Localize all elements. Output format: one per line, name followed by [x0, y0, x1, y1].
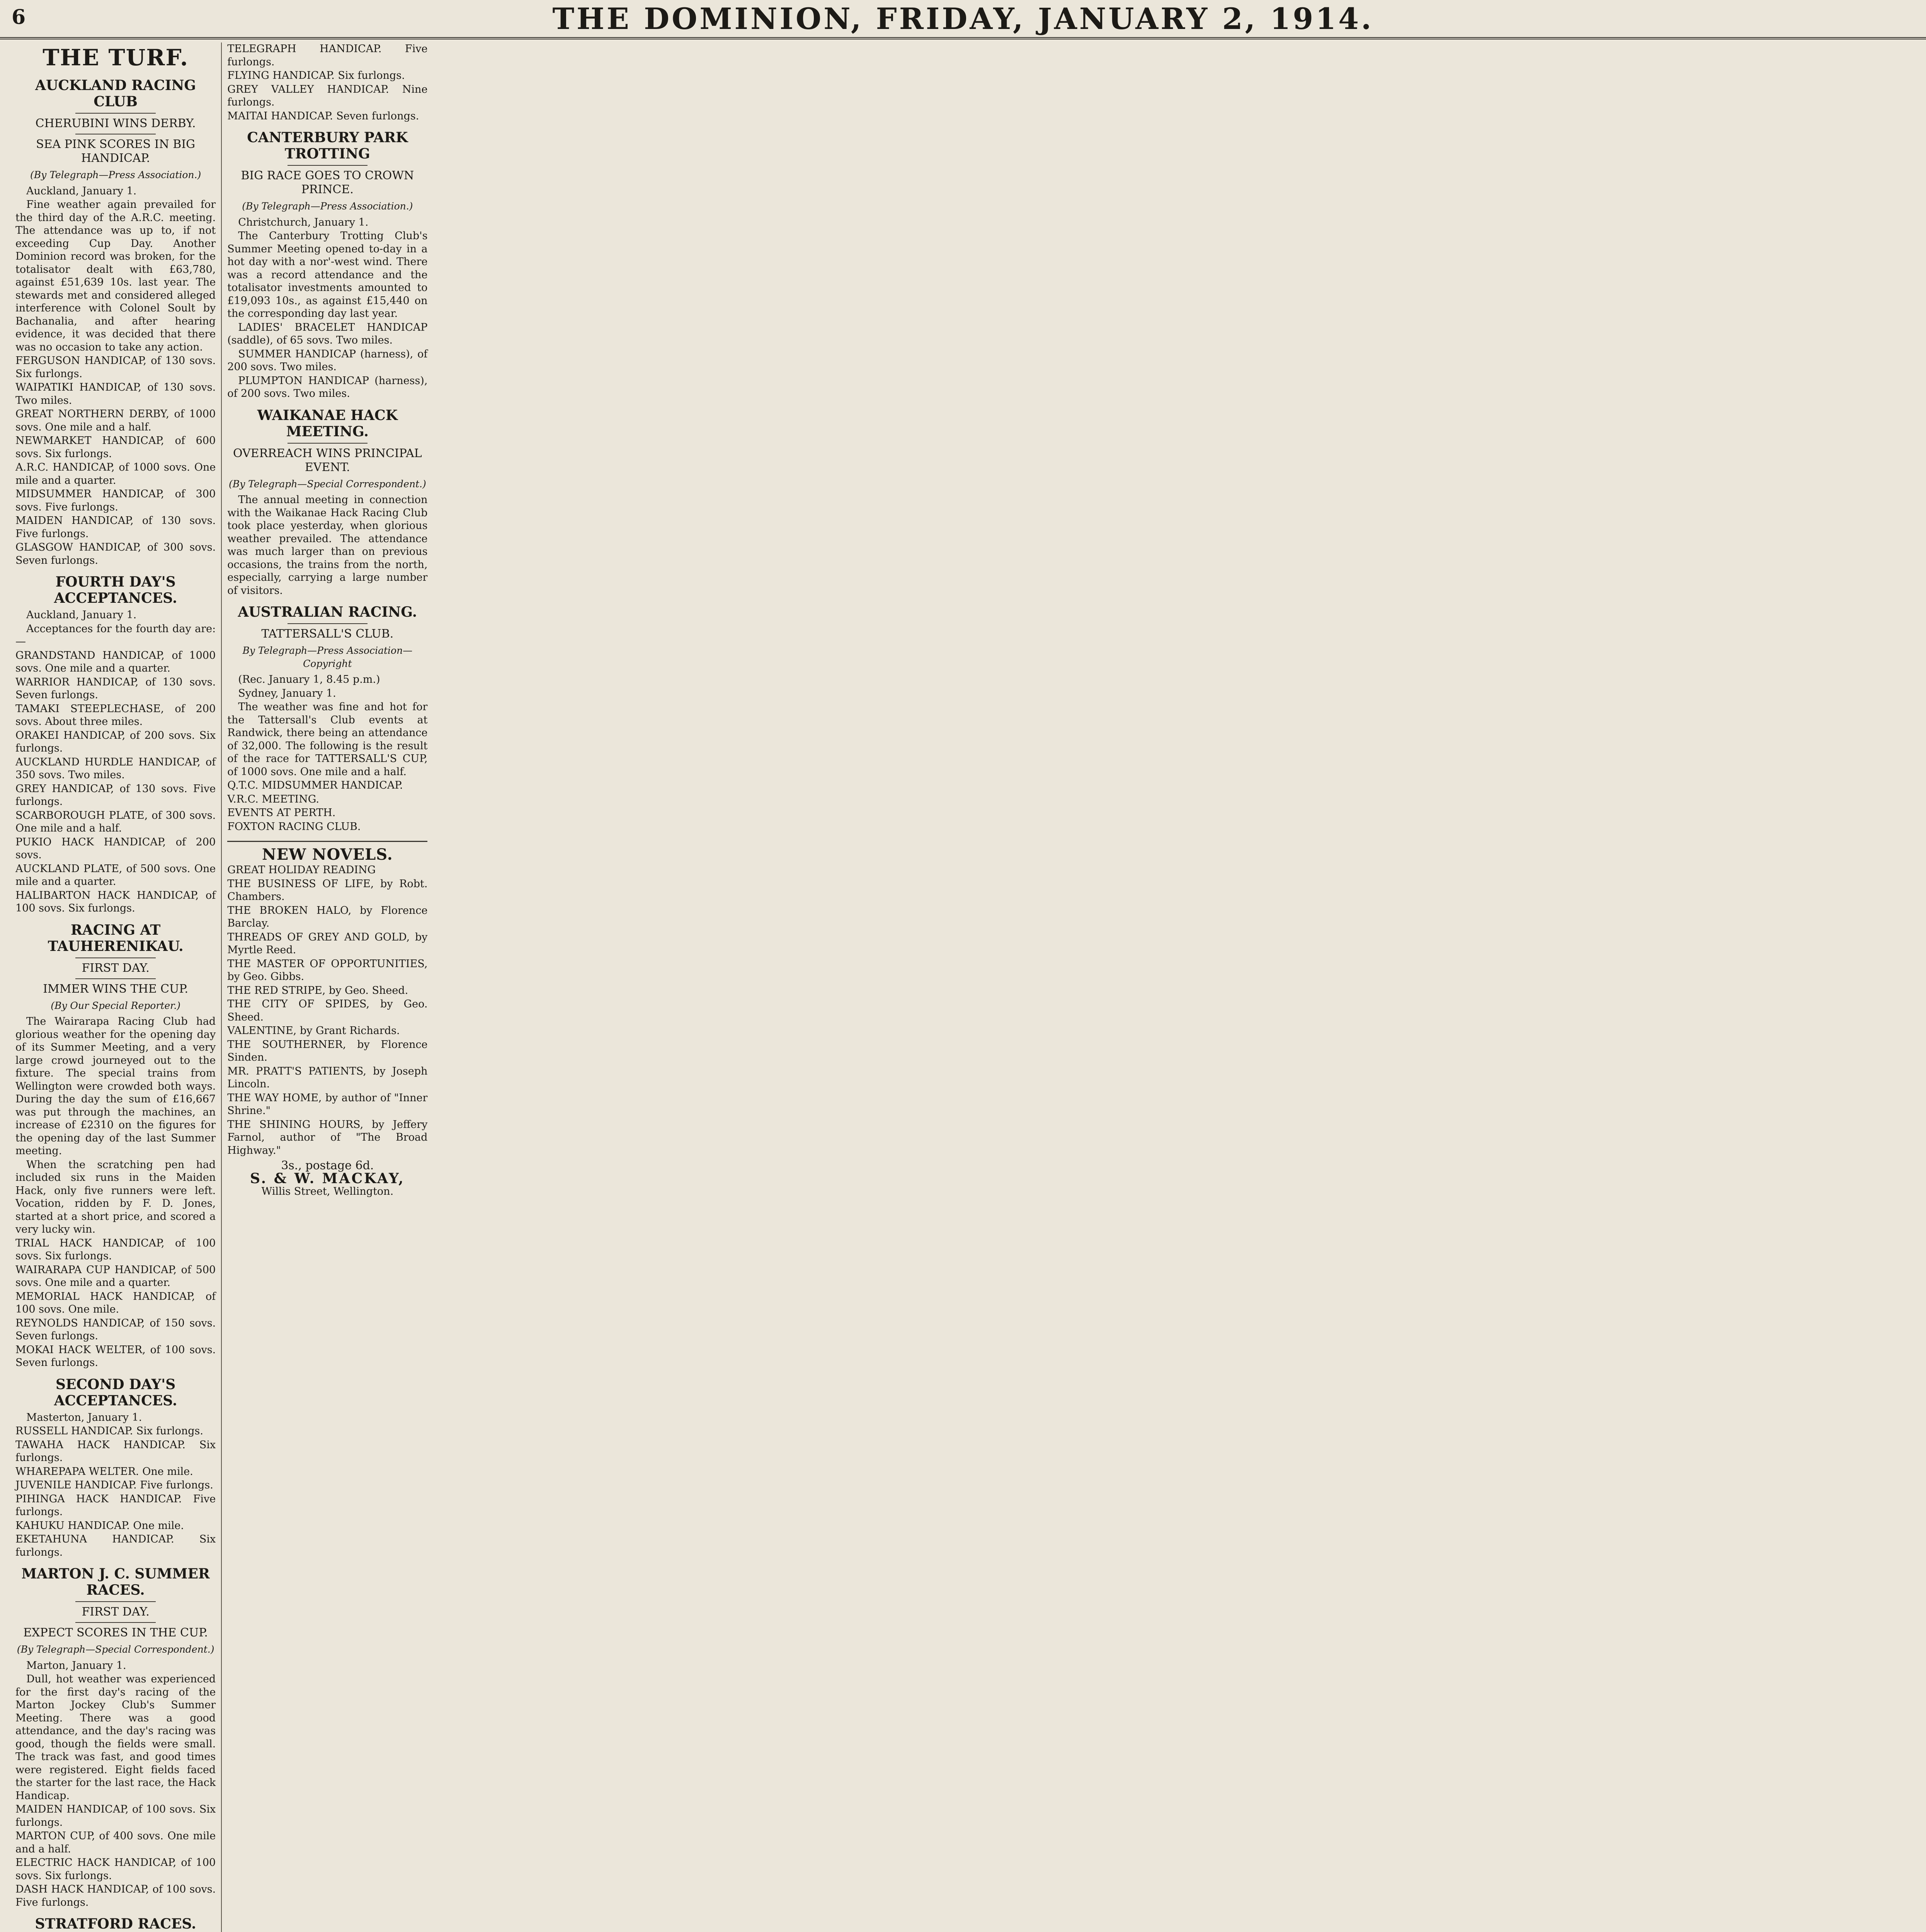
ad-shop-name: S. & W. MACKAY, — [250, 1170, 405, 1187]
news-article — [15, 574, 216, 915]
page-number: 6 — [12, 5, 26, 29]
race-event: PIHINGA HACK HANDICAP. Five furlongs. — [15, 1493, 216, 1518]
section-title: THE TURF. — [43, 44, 189, 71]
headline-rule — [288, 165, 368, 166]
article-paragraph: Sydney, January 1. — [238, 687, 336, 699]
race-event: PUKIO HACK HANDICAP, of 200 sovs. — [15, 836, 216, 861]
ad-book-item: THE SHINING HOURS, by Jeffery Farnol, author of "The Broad Highway." — [227, 1118, 428, 1156]
article-headline: FOURTH DAY'S ACCEPTANCES. — [54, 574, 177, 606]
article-paragraph: Marton, January 1. — [26, 1659, 126, 1672]
article-headline: WAIKANAE HACK MEETING. — [257, 407, 398, 440]
race-event: GREAT NORTHERN DERBY, of 1000 sovs. One mile and a half. — [15, 408, 216, 433]
article-paragraph: SUMMER HANDICAP (harness), of 200 sovs. Two miles. — [227, 348, 428, 373]
race-event: HALIBARTON HACK HANDICAP, of 100 sovs. Six furlongs. — [15, 889, 216, 914]
article-paragraph: The Canterbury Trotting Club's Summer Meeting opened to-day in a hot day with a nor'-west wind. There was a record attendance and the totalisator investments amounted to £19,093 10s., as against £15,440 on the corresponding day last year. — [227, 230, 428, 320]
race-event: DASH HACK HANDICAP, of 100 sovs. Five furlongs. — [15, 1883, 216, 1908]
article-subhead: TATTERSALL'S CLUB. — [261, 627, 394, 641]
article-byline: (By Telegraph—Special Correspondent.) — [228, 478, 426, 490]
race-event: ORAKEI HANDICAP, of 200 sovs. Six furlongs. — [15, 729, 216, 754]
headline-rule — [75, 113, 155, 114]
headline-rule — [75, 1601, 155, 1602]
ad-book-item: MR. PRATT'S PATIENTS, by Joseph Lincoln. — [227, 1065, 428, 1090]
article-byline: (By Telegraph—Special Correspondent.) — [17, 1644, 214, 1655]
headline-rule — [75, 978, 155, 979]
race-event: AUCKLAND HURDLE HANDICAP, of 350 sovs. Two miles. — [15, 756, 216, 781]
article-paragraph: Auckland, January 1. — [26, 185, 137, 197]
race-event: WARRIOR HANDICAP, of 130 sovs. Seven furlongs. — [15, 676, 216, 701]
race-event: RUSSELL HANDICAP. Six furlongs. — [15, 1425, 203, 1437]
ad-price: 3s., postage 6d. — [281, 1159, 374, 1172]
article-paragraph: The weather was fine and hot for the Tattersall's Club events at Randwick, there being an attendance of 32,000. The following is the result of the race for TATTERSALL'S CUP, of 1000 sovs. One mile and a half. — [227, 701, 428, 778]
race-event: MAIDEN HANDICAP, of 100 sovs. Six furlongs. — [15, 1803, 216, 1828]
article-paragraph: Dull, hot weather was experienced for the first day's racing of the Marton Jockey Club's Summer Meeting. There was a good attendance, and the day's racing was good, though the fields were small. The track was fast, and good times were registered. Eight fields faced the starter for the last race, the Hack Handicap. — [15, 1673, 216, 1802]
news-article — [15, 1376, 216, 1559]
ad-title: NEW NOVELS. — [262, 845, 393, 864]
article-paragraph: The Wairarapa Racing Club had glorious weather for the opening day of its Summer Meeting, and a very large crowd journeyed out to the fixture. The special trains from Wellington were crowded both ways. During the day the sum of £16,667 was put through the machines, an increase of £2310 on the figures for the opening day of the last Summer meeting. — [15, 1015, 216, 1157]
news-article — [15, 1566, 216, 1909]
race-event: MAITAI HANDICAP. Seven furlongs. — [227, 110, 419, 122]
news-article — [227, 129, 427, 400]
article-byline: By Telegraph—Press Association—Copyright — [242, 645, 413, 669]
ad-book-item: THE SOUTHERNER, by Florence Sinden. — [227, 1038, 428, 1063]
ad-book-item: THE MASTER OF OPPORTUNITIES, by Geo. Gibbs. — [227, 957, 428, 983]
article-paragraph: When the scratching pen had included six runs in the Maiden Hack, only five runners were left. Vocation, ridden by F. D. Jones, started at a short price, and scored a very lucky win. — [15, 1158, 216, 1235]
race-event: MEMORIAL HACK HANDICAP, of 100 sovs. One mile. — [15, 1290, 216, 1315]
race-event: V.R.C. MEETING. — [227, 793, 319, 805]
article-subhead: OVERREACH WINS PRINCIPAL EVENT. — [233, 446, 422, 474]
race-event: A.R.C. HANDICAP, of 1000 sovs. One mile and a quarter. — [15, 461, 216, 486]
race-event: Q.T.C. MIDSUMMER HANDICAP. — [227, 779, 403, 791]
race-event: FLYING HANDICAP. Six furlongs. — [227, 70, 405, 82]
ad-shop-address: Willis Street, Wellington. — [261, 1185, 394, 1197]
race-event: KAHUKU HANDICAP. One mile. — [15, 1519, 184, 1532]
ad-book-item: VALENTINE, by Grant Richards. — [227, 1025, 400, 1037]
race-event: AUCKLAND PLATE, of 500 sovs. One mile and a quarter. — [15, 862, 216, 888]
race-event: SCARBOROUGH PLATE, of 300 sovs. One mile and a half. — [15, 809, 216, 834]
article-headline: AUSTRALIAN RACING. — [238, 604, 417, 620]
article-paragraph: (Rec. January 1, 8.45 p.m.) — [238, 673, 380, 685]
article-headline: SECOND DAY'S ACCEPTANCES. — [54, 1376, 177, 1409]
article-headline: STRATFORD RACES. — [35, 1916, 196, 1932]
news-article — [15, 922, 216, 1369]
race-event: REYNOLDS HANDICAP, of 150 sovs. Seven furlongs. — [15, 1317, 216, 1342]
ad-book-item: THE BROKEN HALO, by Florence Barclay. — [227, 904, 428, 929]
newspaper-masthead — [0, 0, 1926, 39]
newspaper-title: THE DOMINION, FRIDAY, JANUARY 2, 1914. — [552, 2, 1374, 36]
race-event: TAMAKI STEEPLECHASE, of 200 sovs. About three miles. — [15, 702, 216, 728]
race-event: WAIRARAPA CUP HANDICAP, of 500 sovs. One mile and a quarter. — [15, 1264, 216, 1289]
article-paragraph: The annual meeting in connection with the Waikanae Hack Racing Club took place yesterday, when glorious weather prevailed. The attendance was much larger than on previous occasions, the trains from the north, especially, carrying a large number of visitors. — [227, 494, 428, 597]
race-event: ELECTRIC HACK HANDICAP, of 100 sovs. Six furlongs. — [15, 1857, 216, 1882]
race-event: GREY VALLEY HANDICAP. Nine furlongs. — [227, 83, 428, 108]
article-headline: CANTERBURY PARK TROTTING — [247, 129, 408, 162]
article-paragraph: LADIES' BRACELET HANDICAP (saddle), of 65 sovs. Two miles. — [227, 321, 428, 346]
article-subhead: BIG RACE GOES TO CROWN PRINCE. — [241, 169, 414, 196]
ad-lead: GREAT HOLIDAY READING — [227, 864, 376, 876]
race-event: MARTON CUP, of 400 sovs. One mile and a half. — [15, 1830, 216, 1855]
race-event: JUVENILE HANDICAP. Five furlongs. — [15, 1479, 213, 1491]
race-event: GREY HANDICAP, of 130 sovs. Five furlongs. — [15, 782, 216, 808]
article-paragraph: Masterton, January 1. — [26, 1411, 142, 1423]
race-event: MOKAI HACK WELTER, of 100 sovs. Seven furlongs. — [15, 1344, 216, 1369]
article-subhead: CHERUBINI WINS DERBY. — [35, 117, 196, 130]
news-article — [227, 604, 427, 833]
article-byline: (By Telegraph—Press Association.) — [242, 201, 413, 212]
race-event: MAIDEN HANDICAP, of 130 sovs. Five furlongs. — [15, 515, 216, 540]
news-article — [15, 1916, 216, 1932]
article-headline: MARTON J. C. SUMMER RACES. — [21, 1566, 210, 1598]
article-paragraph: Auckland, January 1. — [26, 609, 137, 621]
race-event: GLASGOW HANDICAP, of 300 sovs. Seven furlongs. — [15, 541, 216, 566]
headline-rule — [75, 1622, 155, 1623]
race-event: EKETAHUNA HANDICAP. Six furlongs. — [15, 1533, 216, 1558]
article-paragraph: PLUMPTON HANDICAP (harness), of 200 sovs. Two miles. — [227, 374, 428, 400]
article-byline: (By Our Special Reporter.) — [51, 1000, 181, 1011]
headline-rule — [288, 443, 368, 444]
race-event: FOXTON RACING CLUB. — [227, 820, 361, 833]
book-advertisement — [227, 841, 427, 1198]
race-event: EVENTS AT PERTH. — [227, 807, 336, 819]
article-paragraph: Christchurch, January 1. — [238, 216, 369, 228]
article-subhead: FIRST DAY. — [82, 1605, 150, 1619]
article-subhead: SEA PINK SCORES IN BIG HANDICAP. — [36, 138, 196, 165]
article-byline: (By Telegraph—Press Association.) — [30, 169, 201, 180]
article-subhead: EXPECT SCORES IN THE CUP. — [23, 1626, 208, 1639]
ad-book-item: THE CITY OF SPIDES, by Geo. Sheed. — [227, 998, 428, 1023]
ad-book-item: THE RED STRIPE, by Geo. Sheed. — [227, 984, 408, 997]
headline-rule — [75, 957, 155, 958]
article-paragraph: Fine weather again prevailed for the third day of the A.R.C. meeting. The attendance was up to, if not exceeding Cup Day. Another Dominion record was broken, for the totalisator dealt with £63,780, against £51,639 10s. last year. The stewards met and considered alleged interference with Colonel Soult by Bachanalia, and after hearing evidence, it was decided that there was no occasion to take any action. — [15, 199, 216, 353]
race-event: TRIAL HACK HANDICAP, of 100 sovs. Six furlongs. — [15, 1237, 216, 1262]
race-event: NEWMARKET HANDICAP, of 600 sovs. Six furlongs. — [15, 435, 216, 460]
headline-rule — [288, 623, 368, 624]
ad-book-item: THE WAY HOME, by author of "Inner Shrine." — [227, 1092, 428, 1117]
race-event: GRANDSTAND HANDICAP, of 1000 sovs. One mile and a quarter. — [15, 649, 216, 674]
race-event: TELEGRAPH HANDICAP. Five furlongs. — [227, 43, 428, 68]
article-headline: AUCKLAND RACING CLUB — [35, 77, 196, 110]
race-event: MIDSUMMER HANDICAP, of 300 sovs. Five furlongs. — [15, 488, 216, 513]
ad-book-item: THE BUSINESS OF LIFE, by Robt. Chambers. — [227, 878, 428, 903]
race-event: WHAREPAPA WELTER. One mile. — [15, 1465, 193, 1478]
article-paragraph: Acceptances for the fourth day are:— — [15, 622, 216, 648]
article-subhead: FIRST DAY. — [82, 961, 150, 975]
newspaper-columns — [15, 43, 1911, 1932]
news-article — [227, 407, 427, 597]
article-subhead: IMMER WINS THE CUP. — [43, 982, 189, 996]
race-event: FERGUSON HANDICAP, of 130 sovs. Six furlongs. — [15, 355, 216, 380]
article-headline: RACING AT TAUHERENIKAU. — [48, 922, 184, 954]
ad-book-item: THREADS OF GREY AND GOLD, by Myrtle Reed. — [227, 931, 428, 956]
race-event: WAIPATIKI HANDICAP, of 130 sovs. Two miles. — [15, 381, 216, 406]
race-event: TAWAHA HACK HANDICAP. Six furlongs. — [15, 1439, 216, 1464]
news-article — [15, 45, 216, 567]
